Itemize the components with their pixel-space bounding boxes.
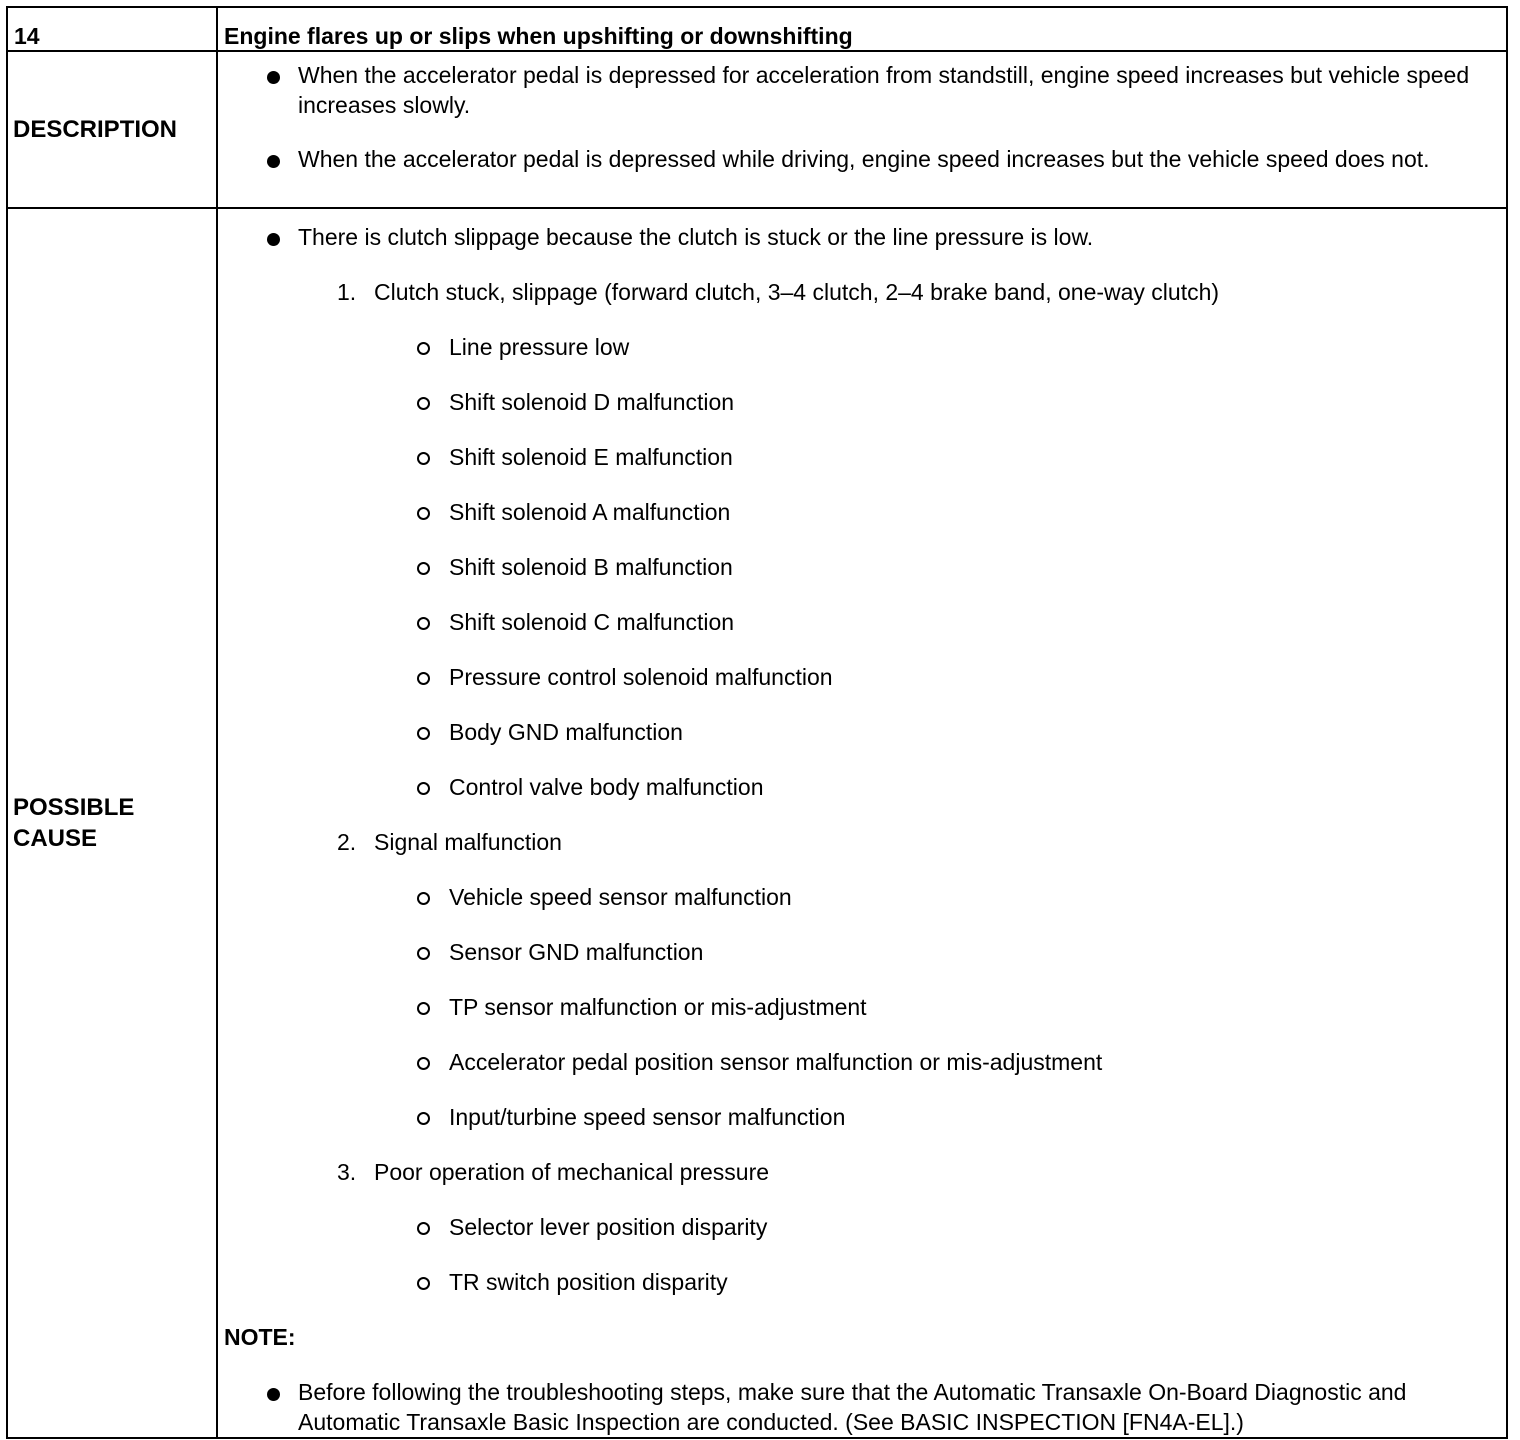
cause-item: Shift solenoid D malfunction <box>218 387 1506 417</box>
cause-item: Input/turbine speed sensor malfunction <box>218 1102 1506 1132</box>
cause-group-title <box>218 1157 1506 1187</box>
possible-cause-cell <box>217 208 1507 1438</box>
symptom-title: Engine flares up or slips when upshifting or downshifting <box>217 7 1507 51</box>
cause-group-number: 2. <box>337 829 357 855</box>
description-item: When the accelerator pedal is depressed for acceleration from standstill, engine speed increases but vehicle speed increases slowly. <box>218 60 1506 120</box>
troubleshooting-table <box>6 6 1508 1439</box>
cause-group-number: 1. <box>337 279 357 305</box>
cause-group-text: Poor operation of mechanical pressure <box>374 1159 770 1185</box>
cause-item: Shift solenoid B malfunction <box>218 552 1506 582</box>
possible-cause-row <box>7 208 1507 1438</box>
cause-item: Shift solenoid C malfunction <box>218 607 1506 637</box>
cause-group-title <box>218 277 1506 307</box>
cause-group-text: Signal malfunction <box>374 829 562 855</box>
cause-item: Accelerator pedal position sensor malfunction or mis-adjustment <box>218 1047 1506 1077</box>
cause-group-title <box>218 827 1506 857</box>
possible-cause-label-line1: POSSIBLE <box>13 794 135 821</box>
cause-item: Sensor GND malfunction <box>218 937 1506 967</box>
possible-cause-label-line2: CAUSE <box>13 825 98 852</box>
description-item: When the accelerator pedal is depressed while driving, engine speed increases but the vehicle speed does not. <box>218 144 1506 174</box>
cause-item: Selector lever position disparity <box>218 1212 1506 1242</box>
symptom-number: 14 <box>7 7 217 51</box>
cause-item: Line pressure low <box>218 332 1506 362</box>
cause-item: TP sensor malfunction or mis-adjustment <box>218 992 1506 1022</box>
header-row <box>7 7 1507 51</box>
description-row <box>7 51 1507 208</box>
cause-item: Shift solenoid E malfunction <box>218 442 1506 472</box>
cause-item: Vehicle speed sensor malfunction <box>218 882 1506 912</box>
note-label: NOTE: <box>224 1324 296 1350</box>
possible-cause-label <box>7 208 217 1438</box>
description-label: DESCRIPTION <box>7 51 217 208</box>
cause-group-text: Clutch stuck, slippage (forward clutch, 3–4 clutch, 2–4 brake band, one-way clutch) <box>374 279 1220 305</box>
cause-item: Control valve body malfunction <box>218 772 1506 802</box>
cause-item: Pressure control solenoid malfunction <box>218 662 1506 692</box>
description-list <box>218 60 1506 174</box>
cause-item: Shift solenoid A malfunction <box>218 497 1506 527</box>
cause-intro: There is clutch slippage because the clutch is stuck or the line pressure is low. <box>218 222 1506 252</box>
note-text: Before following the troubleshooting steps, make sure that the Automatic Transaxle On-Board Diagnostic and Automatic Transaxle Basic Inspection are conducted. (See BASIC INSPECTION [FN4A-EL].) <box>218 1377 1506 1437</box>
cause-item: TR switch position disparity <box>218 1267 1506 1297</box>
cause-item: Body GND malfunction <box>218 717 1506 747</box>
cause-group-number: 3. <box>337 1159 357 1185</box>
description-cell <box>217 51 1507 208</box>
